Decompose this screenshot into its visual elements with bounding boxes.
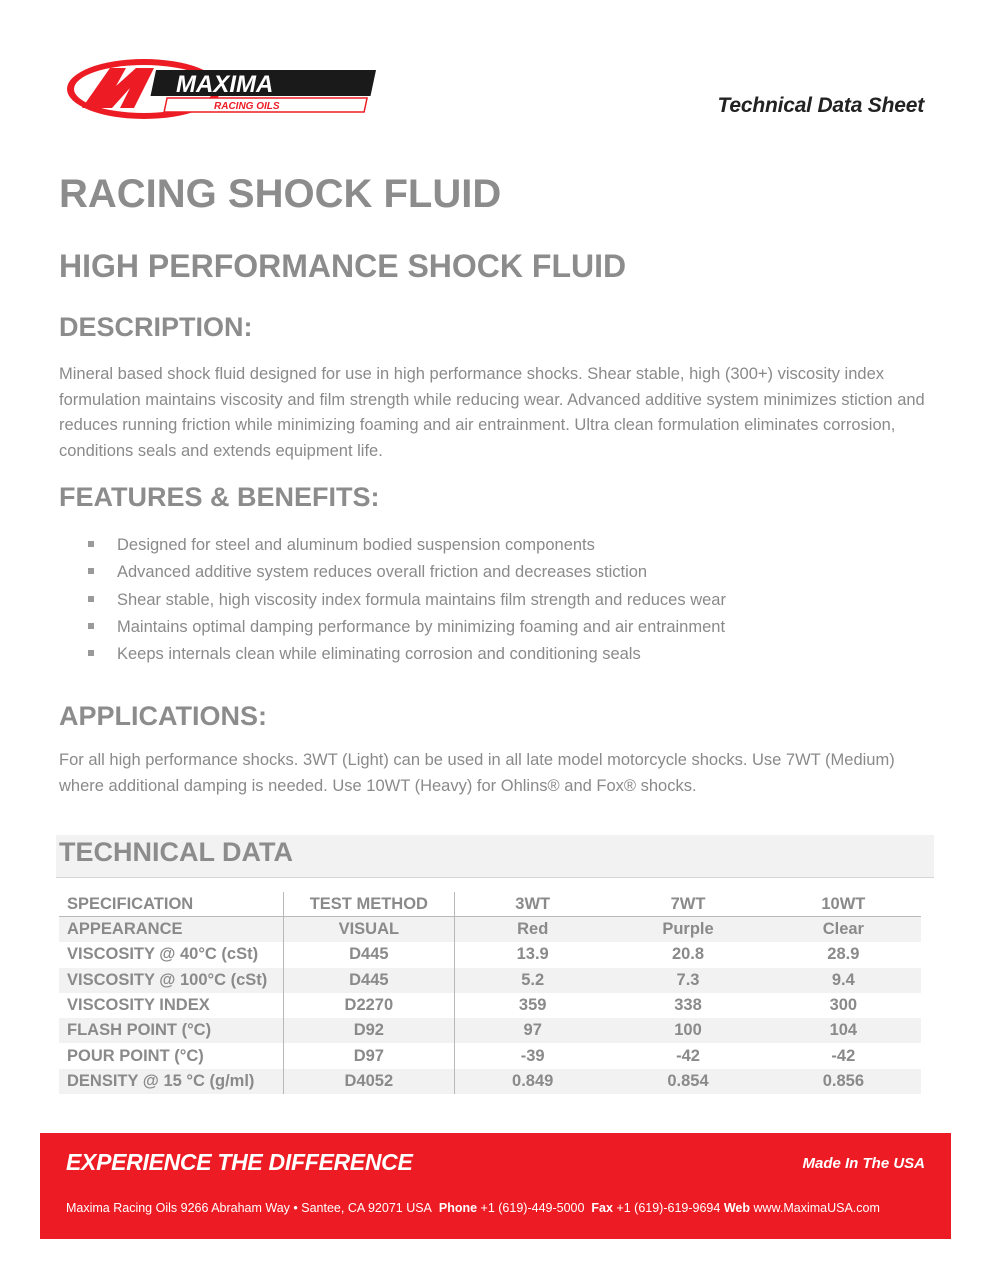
logo-subtext: RACING OILS — [214, 101, 280, 112]
applications-heading: APPLICATIONS: — [59, 701, 267, 731]
column-header: 10WT — [821, 894, 866, 913]
table-row — [59, 968, 921, 993]
column-header: 7WT — [670, 894, 706, 913]
table-cell: 28.9 — [827, 945, 860, 964]
table-cell: 0.849 — [512, 1071, 554, 1090]
footer-contact — [66, 1201, 880, 1215]
table-cell: 359 — [518, 996, 547, 1015]
bullet-icon — [88, 596, 94, 602]
table-cell: VISCOSITY @ 100°C (cSt) — [67, 970, 268, 989]
list-item: Designed for steel and aluminum bodied suspension components — [88, 533, 726, 560]
table-cell: FLASH POINT (°C) — [67, 1021, 212, 1040]
table-cell: VISCOSITY @ 40°C (cSt) — [67, 945, 259, 964]
table-cell: VISUAL — [283, 917, 454, 943]
table-cell: D92 — [283, 1018, 454, 1043]
table-cell: 338 — [674, 996, 702, 1015]
table-cell: Clear — [822, 920, 864, 939]
table-cell: 13.9 — [516, 945, 549, 964]
fax-number: +1 (619)-619-9694 — [616, 1201, 721, 1215]
applications-text: For all high performance shocks. 3WT (Light) can be used in all late model motorcycle shocks. Use 7WT (Medium) where additional damping is needed. Use 10WT (Heavy) for Ohlins® and Fox® shocks. — [59, 751, 895, 795]
table-cell: 300 — [829, 996, 858, 1015]
table-cell: -39 — [520, 1046, 545, 1065]
features-list — [88, 533, 726, 669]
table-cell: D445 — [283, 942, 454, 967]
footer-address: Maxima Racing Oils 9266 Abraham Way • Santee, CA 92071 USA — [66, 1201, 432, 1215]
table-header-row — [59, 892, 921, 917]
table-cell: Purple — [662, 920, 714, 939]
table-cell: D97 — [283, 1043, 454, 1068]
column-header: 3WT — [515, 894, 551, 913]
product-title: RACING SHOCK FLUID — [59, 172, 502, 216]
list-item: Advanced additive system reduces overall friction and decreases stiction — [88, 560, 726, 587]
list-item: Keeps internals clean while eliminating corrosion and conditioning seals — [88, 642, 726, 669]
table-cell: 9.4 — [831, 970, 855, 989]
bullet-icon — [88, 650, 94, 656]
table-cell: D445 — [283, 968, 454, 993]
web-link[interactable]: www.MaximaUSA.com — [753, 1201, 880, 1215]
table-row — [59, 1018, 921, 1043]
table-cell: 104 — [829, 1021, 858, 1040]
list-item: Shear stable, high viscosity index formula maintains film strength and reduces wear — [88, 588, 726, 615]
web-label: Web — [723, 1201, 750, 1215]
table-cell: POUR POINT (°C) — [67, 1046, 204, 1065]
phone-label: Phone — [438, 1201, 478, 1215]
technical-data-header — [56, 835, 934, 878]
made-in-usa: Made In The USA — [802, 1155, 925, 1172]
column-header: SPECIFICATION — [67, 894, 194, 913]
table-cell: -42 — [831, 1046, 856, 1065]
fax-label: Fax — [591, 1201, 613, 1215]
table-cell: D2270 — [283, 993, 454, 1018]
table-row — [59, 1069, 921, 1094]
document-type-title: Technical Data Sheet — [717, 94, 924, 117]
footer-slogan: EXPERIENCE THE DIFFERENCE — [66, 1149, 413, 1175]
bullet-icon — [88, 568, 94, 574]
technical-data-heading: TECHNICAL DATA — [59, 837, 293, 867]
table-row — [59, 942, 921, 967]
logo-wordmark: MAXIMA — [176, 71, 274, 98]
table-cell: 5.2 — [521, 970, 545, 989]
table-cell: -42 — [676, 1046, 700, 1065]
table-cell: Red — [517, 920, 549, 939]
description-text: Mineral based shock fluid designed for use in high performance shocks. Shear stable, high (300+) viscosity index formulation maintains viscosity and film strength while reducing wear. Advanced additive system minimizes stiction and reduces running friction while minimizing foaming and air entrainment. Ultra clean formulation eliminates corrosion, conditions seals and extends equipment life. — [59, 365, 925, 460]
table-cell: 0.854 — [667, 1071, 709, 1090]
table-cell: DENSITY @ 15 °C (g/ml) — [67, 1071, 255, 1090]
bullet-icon — [88, 623, 94, 629]
table-cell: 20.8 — [671, 945, 705, 964]
description-heading: DESCRIPTION: — [59, 312, 253, 342]
maxima-logo — [64, 56, 382, 122]
table-row — [59, 993, 921, 1018]
table-cell: VISCOSITY INDEX — [67, 996, 210, 1015]
table-cell: D4052 — [283, 1069, 454, 1094]
phone-number: +1 (619)-449-5000 — [480, 1201, 585, 1215]
table-cell: 100 — [674, 1021, 702, 1040]
table-cell: 97 — [523, 1021, 542, 1040]
product-subtitle: HIGH PERFORMANCE SHOCK FLUID — [59, 248, 627, 284]
features-heading: FEATURES & BENEFITS: — [59, 482, 380, 512]
bullet-icon — [88, 541, 94, 547]
table-row — [59, 1043, 921, 1068]
table-cell: 7.3 — [676, 970, 700, 989]
footer-banner — [40, 1133, 951, 1239]
table-row — [59, 917, 921, 943]
list-item: Maintains optimal damping performance by minimizing foaming and air entrainment — [88, 615, 726, 642]
table-cell: 0.856 — [822, 1071, 864, 1090]
column-header: TEST METHOD — [283, 892, 454, 917]
table-cell: APPEARANCE — [67, 920, 183, 939]
technical-data-table — [59, 892, 921, 1094]
